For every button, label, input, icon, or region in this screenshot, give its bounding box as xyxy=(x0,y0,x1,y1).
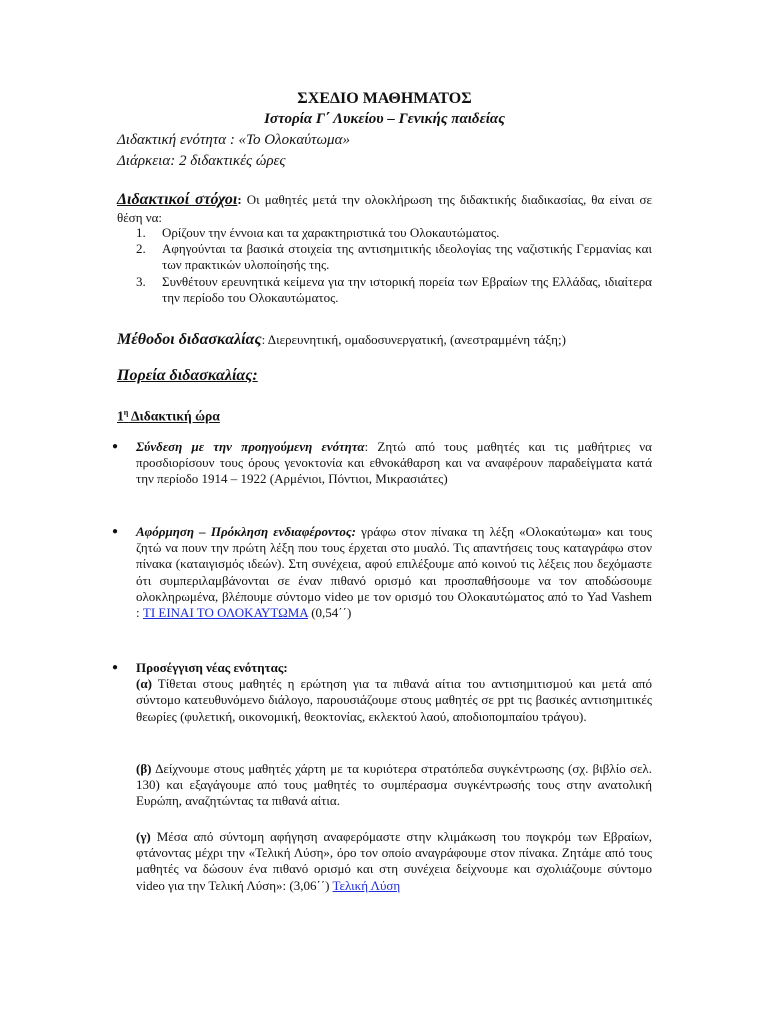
bullet-lead: Προσέγγιση νέας ενότητας: xyxy=(136,660,288,675)
list-text: Συνθέτουν ερευνητικά κείμενα για την ιστορική πορεία των Εβραίων της Ελλάδας, ιδιαίτερα την περίοδο του Ολοκαυτώματος. xyxy=(162,273,652,305)
bullet-icon: ● xyxy=(112,441,119,452)
list-item xyxy=(136,225,652,241)
sub-label: (γ) xyxy=(136,829,151,844)
methods-heading: Μέθοδοι διδασκαλίας xyxy=(117,331,262,348)
list-number: 3. xyxy=(136,273,146,289)
methods-text: : Διερευνητική, ομαδοσυνεργατική, (ανεστραμμένη τάξη;) xyxy=(261,332,566,347)
sub-paragraph-c xyxy=(136,829,652,894)
hour-label: Διδακτική ώρα xyxy=(128,408,220,424)
list-item xyxy=(136,274,652,306)
hour-number: 1 xyxy=(117,408,124,424)
list-text: Αφηγούνται τα βασικά στοιχεία της αντισημιτικής ιδεολογίας της ναζιστικής Γερμανίας και των πρακτικών υλοποίησής της. xyxy=(162,241,652,273)
doc-title: ΣΧΕΔΙΟ ΜΑΘΗΜΑΤΟΣ xyxy=(297,90,472,107)
sub-paragraph-a xyxy=(136,676,652,725)
bullet-text: : Ζητώ από τους μαθητές και τις μαθήτριες να προσδιορίσουν τους όρους γενοκτονία και εθνοκάθαρση και να αναφέρουν παραδείγματα κατά την περίοδο 1914 – 1922 (Αρμένιοι, Πόντιοι, Μικρασιάτες) xyxy=(136,439,652,487)
sub-label: (β) xyxy=(136,761,152,776)
methods-paragraph xyxy=(117,330,652,350)
holocaust-video-link[interactable]: ΤΙ ΕΙΝΑΙ ΤΟ ΟΛΟΚΑΥΤΩΜΑ xyxy=(142,605,308,621)
bullet-paragraph-2 xyxy=(136,524,652,621)
doc-subtitle: Ιστορία Γ΄ Λυκείου – Γενικής παιδείας xyxy=(264,111,505,127)
objectives-paragraph xyxy=(117,190,652,226)
unit-line: Διδακτική ενότητα : «Το Ολοκαύτωμα» xyxy=(117,132,350,148)
course-heading: Πορεία διδασκαλίας: xyxy=(117,367,258,384)
sub-text: Τίθεται στους μαθητές η ερώτηση για τα πιθανά αίτια του αντισημιτισμού και μετά από σύντομο κατευθυνόμενο διάλογο, παρουσιάζουμε στους μαθητές σε ppt τις βασικές αντισημιτικές θεωρίες (φυλετική, οικονομική, θεοκτονίας, εκλεκτού λαού, αποδιοπομπαίου τράγου). xyxy=(136,676,652,724)
objectives-list xyxy=(136,225,652,306)
duration-line: Διάρκεια: 2 διδακτικές ώρες xyxy=(117,153,286,169)
list-number: 1. xyxy=(136,225,146,240)
list-number: 2. xyxy=(136,241,146,257)
objectives-heading: Διδακτικοί στόχοι xyxy=(117,191,238,208)
bullet-tail: (0,54΄΄) xyxy=(307,605,352,621)
sub-text: Μέσα από σύντομη αφήγηση αναφερόμαστε στην κλιμάκωση του πογκρόμ των Εβραίων, φτάνοντας μέχρι την «Τελική Λύση», όρο τον οποίο αναγράφουμε στον πίνακα. Ζητάμε από τους μαθητές να δώσουν ένα πιθανό ορισμό και στη συνέχεια δείχνουμε και σχολιάζουμε σύντομο video για την Τελική Λύση»: (3,06΄΄) xyxy=(136,829,652,893)
objectives-colon: : xyxy=(237,192,242,207)
hour-heading xyxy=(117,404,652,425)
bullet-lead: Αφόρμηση – Πρόκληση ενδιαφέροντος: xyxy=(136,524,356,539)
bullet-icon: ● xyxy=(112,526,119,537)
bullet-lead: Σύνδεση με την προηγούμενη ενότητα xyxy=(136,439,365,454)
sub-label: (α) xyxy=(136,676,152,692)
bullet-paragraph-1 xyxy=(136,439,652,488)
bullet-text: γράφω στον πίνακα τη λέξη «Ολοκαύτωμα» και τους ζητώ να πουν την πρώτη λέξη που τους έρχεται στο μυαλό. Τις απαντήσεις τους καταγράφω στον πίνακα (καταιγισμός ιδεών). Στη συνέχεια, αφού επιλέξουμε από κοινού τις λέξεις που δεχόμαστε ότι συμπεριλαμβάνονται σε έναν πιθανό ορισμό και προσπαθήσουμε να τον αποδώσουμε ολοκληρωμένα, βλέπουμε σύντομο video με τον ορισμό του Ολοκαυτώματος από το Yad Vashem : xyxy=(136,524,652,621)
objectives-intro: Οι μαθητές μετά την ολοκλήρωση της διδακτικής διαδικασίας, θα είναι σε θέση να: xyxy=(117,192,653,225)
bullet-paragraph-3 xyxy=(136,660,652,725)
sub-paragraph-b xyxy=(136,761,652,810)
hour-sup: η xyxy=(123,408,129,417)
list-item xyxy=(136,241,652,273)
bullet-icon: ● xyxy=(112,662,119,673)
final-solution-link[interactable]: Τελική Λύση xyxy=(332,877,401,893)
sub-text: Δείχνουμε στους μαθητές χάρτη με τα κυριότερα στρατόπεδα συγκέντρωσης (σχ. βιβλίο σελ. 130) και εξαγάγουμε από τους μαθητές το συμπέρασμα συγκέντρωσής τους στην ανατολική Ευρώπη, αναζητώντας τα πιθανά αίτια. xyxy=(136,761,652,809)
list-text: Ορίζουν την έννοια και τα χαρακτηριστικά του Ολοκαυτώματος. xyxy=(162,225,500,240)
